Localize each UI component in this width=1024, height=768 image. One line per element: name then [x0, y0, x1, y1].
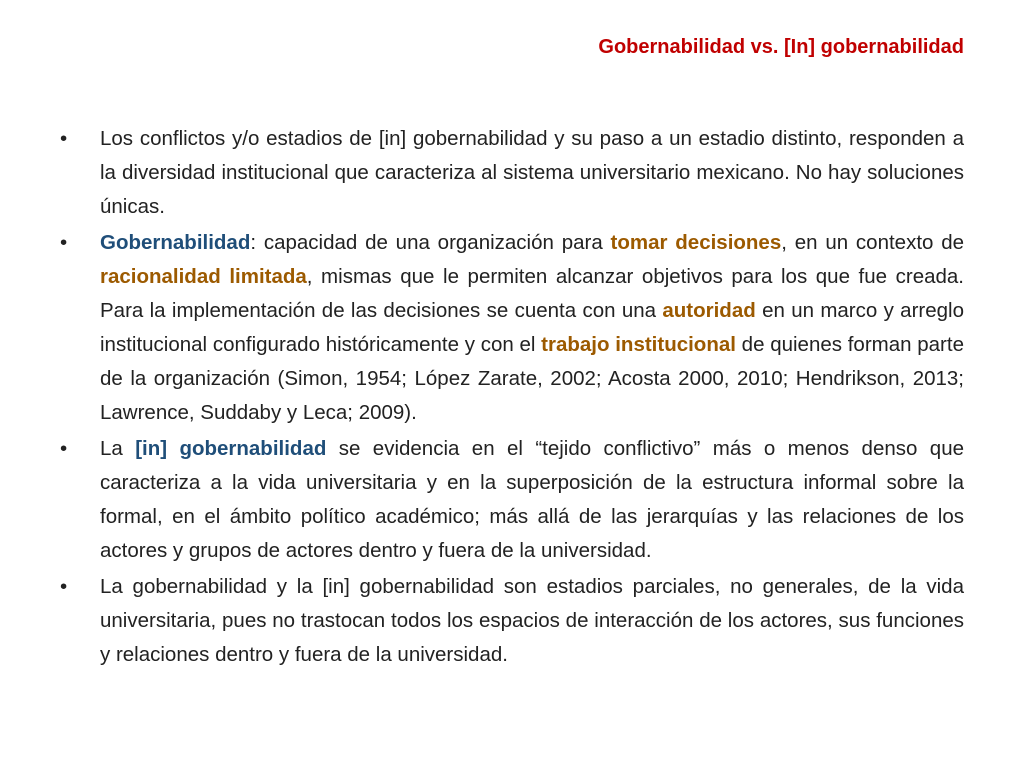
highlight-term: racionalidad limitada	[100, 265, 307, 288]
bullet-item	[60, 570, 964, 672]
bullet-text: , mismas que le permiten alcanzar objetivos para los que fue creada. Para la implementación de las decisiones se cuenta con una	[100, 265, 964, 322]
bullet-text: en un marco y arreglo institucional configurado históricamente y con el	[100, 299, 964, 356]
bullet-icon: •	[60, 575, 68, 598]
highlight-term: [in] gobernabilidad	[135, 437, 327, 460]
bullet-text: La	[100, 437, 136, 460]
bullet-icon: •	[60, 437, 68, 460]
bullet-icon: •	[60, 127, 68, 150]
bullet-text: : capacidad de una organización para	[250, 231, 611, 254]
bullet-text: , en un contexto de	[781, 231, 964, 254]
highlight-term: autoridad	[662, 299, 756, 322]
highlight-term: trabajo institucional	[541, 333, 736, 356]
slide-title: Gobernabilidad vs. [In] gobernabilidad	[598, 36, 964, 58]
bullet-item	[60, 122, 964, 224]
highlight-term: tomar decisiones	[610, 231, 782, 254]
bullet-text: de quienes forman parte de la organización (Simon, 1954; López Zarate, 2002; Acosta 2000, 2010; Hendrikson, 2013; Lawrence, Suddaby y Leca; 2009).	[100, 333, 964, 424]
bullet-text: se evidencia en el “tejido conflictivo” más o menos denso que caracteriza a la vida universitaria y en la superposición de la estructura informal sobre la formal, en el ámbito político académico; más allá de las jerarquías y las relaciones de los actores y grupos de actores dentro y fuera de la universidad.	[100, 437, 964, 562]
highlight-term: Gobernabilidad	[100, 231, 251, 254]
bullet-item	[60, 226, 964, 430]
bullet-icon: •	[60, 231, 68, 254]
bullet-item	[60, 432, 964, 568]
bullet-text: Los conflictos y/o estadios de [in] gobernabilidad y su paso a un estadio distinto, responden a la diversidad institucional que caracteriza al sistema universitario mexicano. No hay soluciones únicas.	[100, 127, 964, 218]
bullet-text: La gobernabilidad y la [in] gobernabilidad son estadios parciales, no generales, de la vida universitaria, pues no trastocan todos los espacios de interacción de los actores, sus funciones y relaciones dentro y fuera de la universidad.	[100, 575, 964, 666]
bullet-list	[60, 122, 964, 674]
